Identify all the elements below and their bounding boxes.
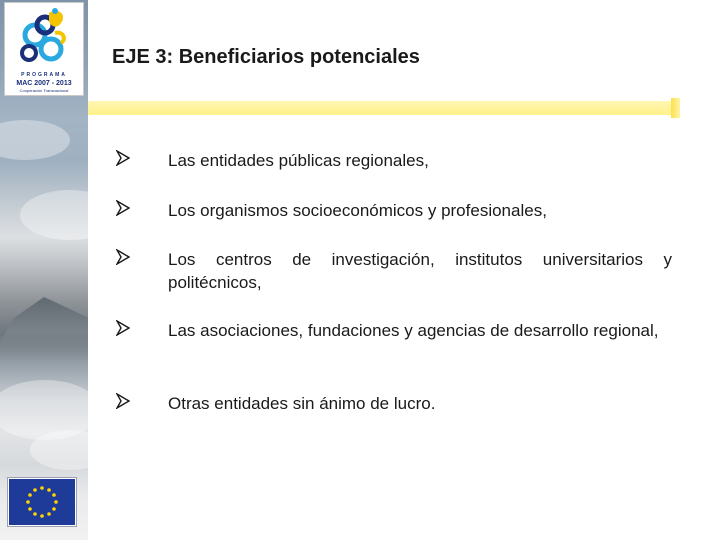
slide-title: EJE 3: Beneficiarios potenciales bbox=[112, 46, 420, 68]
arrow-bullet-icon bbox=[116, 249, 130, 265]
logo-mac-text: MAC 2007 - 2013 bbox=[16, 80, 72, 87]
mountain-shape bbox=[0, 290, 88, 360]
bullet-text: Las entidades públicas regionales, bbox=[168, 151, 429, 170]
arrow-bullet-icon bbox=[116, 320, 130, 336]
bullet-text: Los organismos socioeconómicos y profesionales, bbox=[168, 201, 547, 220]
arrow-bullet-icon bbox=[116, 393, 130, 409]
arrow-bullet-icon bbox=[116, 150, 130, 166]
title-underline-end bbox=[671, 98, 680, 118]
cloud-shape bbox=[0, 120, 70, 160]
cloud-shape bbox=[30, 430, 88, 470]
logo-subtitle-text: Cooperación Transnacional bbox=[19, 88, 69, 93]
mac-program-logo bbox=[4, 2, 84, 96]
bullet-text: Otras entidades sin ánimo de lucro. bbox=[168, 394, 436, 413]
eu-flag-icon bbox=[8, 478, 76, 526]
sidebar-photo bbox=[0, 0, 88, 540]
bullet-text: Los centros de investigación, institutos universitarios y politécnicos, bbox=[168, 250, 672, 292]
arrow-bullet-icon bbox=[116, 200, 130, 216]
logo-programa-text: PROGRAMA bbox=[21, 72, 67, 78]
logo-mark-icon bbox=[5, 3, 83, 73]
bullet-text: Las asociaciones, fundaciones y agencias de desarrollo regional, bbox=[168, 321, 659, 340]
cloud-shape bbox=[20, 190, 88, 240]
title-underline-bar bbox=[88, 101, 680, 115]
